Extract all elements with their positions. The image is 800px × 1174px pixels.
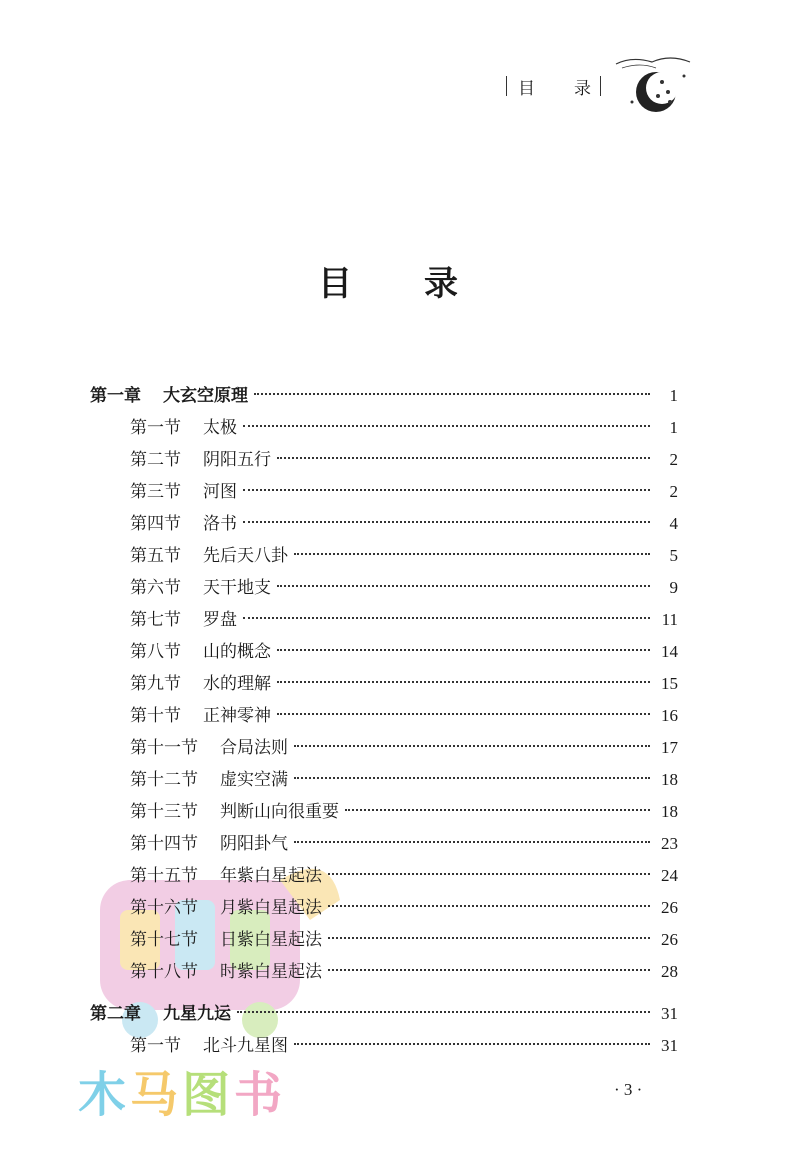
watermark-char: 书	[234, 1067, 287, 1123]
toc-title: 山的概念	[203, 642, 271, 662]
toc-number: 第十七节	[130, 930, 198, 950]
toc-title: 河图	[203, 482, 237, 502]
watermark-text	[78, 1056, 286, 1125]
toc-section[interactable]	[130, 412, 678, 444]
toc-number: 第三节	[130, 482, 181, 502]
toc-number: 第五节	[130, 546, 181, 566]
toc-number: 第十八节	[130, 962, 198, 982]
leader-dots	[328, 873, 650, 875]
toc-section[interactable]	[130, 636, 678, 668]
toc-title: 洛书	[203, 514, 237, 534]
leader-dots	[294, 1043, 650, 1045]
toc-page: 14	[661, 642, 678, 661]
toc-section[interactable]	[130, 604, 678, 636]
running-header-char-2: 录	[574, 79, 591, 99]
watermark-char: 图	[182, 1067, 235, 1123]
moon-ornament-icon	[612, 52, 692, 116]
toc-number: 第一节	[130, 418, 181, 438]
toc-page: 4	[669, 514, 678, 533]
toc-title: 判断山向很重要	[220, 802, 339, 822]
toc-page: 31	[661, 1004, 678, 1023]
toc-page: 31	[661, 1036, 678, 1055]
toc-title: 阴阳卦气	[220, 834, 288, 854]
toc-page: 23	[661, 834, 678, 853]
toc-page: 9	[669, 578, 678, 597]
toc-number: 第九节	[130, 674, 181, 694]
toc-section[interactable]	[130, 860, 678, 892]
toc-title: 天干地支	[203, 578, 271, 598]
toc-number: 第十四节	[130, 834, 198, 854]
toc-page: 24	[661, 866, 678, 885]
header-rule-left	[506, 76, 507, 96]
toc-number: 第十五节	[130, 866, 198, 886]
leader-dots	[277, 457, 650, 459]
leader-dots	[294, 841, 650, 843]
toc-title: 合局法则	[220, 738, 288, 758]
toc-number: 第二节	[130, 450, 181, 470]
toc-title: 正神零神	[203, 706, 271, 726]
toc-number: 第六节	[130, 578, 181, 598]
toc-page: 2	[669, 482, 678, 501]
running-header-char-1: 目	[518, 79, 535, 99]
leader-dots	[277, 713, 650, 715]
page-number: · 3 ·	[614, 1080, 643, 1099]
page-title-char-1: 目	[318, 264, 352, 304]
toc-title: 水的理解	[203, 674, 271, 694]
toc-chapter-1[interactable]	[90, 380, 678, 412]
leader-dots	[345, 809, 650, 811]
toc-page: 18	[661, 770, 678, 789]
toc-page: 28	[661, 962, 678, 981]
leader-dots	[243, 489, 650, 491]
page-title-char-2: 录	[424, 264, 458, 304]
leader-dots	[277, 585, 650, 587]
toc-number: 第二章	[90, 1004, 141, 1024]
toc-page: 26	[661, 930, 678, 949]
page-title	[0, 256, 800, 306]
toc-number: 第一节	[130, 1036, 181, 1056]
watermark-char: 木	[78, 1067, 131, 1123]
toc-number: 第十二节	[130, 770, 198, 790]
toc-section[interactable]	[130, 668, 678, 700]
toc-title: 年紫白星起法	[220, 866, 322, 886]
leader-dots	[254, 393, 650, 395]
toc-page: 26	[661, 898, 678, 917]
toc-page: 18	[661, 802, 678, 821]
toc-section[interactable]	[130, 572, 678, 604]
leader-dots	[328, 937, 650, 939]
toc-title: 大玄空原理	[163, 386, 248, 406]
toc-number: 第一章	[90, 386, 141, 406]
toc-page: 1	[669, 418, 678, 437]
toc-number: 第十三节	[130, 802, 198, 822]
leader-dots	[277, 681, 650, 683]
toc-section[interactable]	[130, 764, 678, 796]
leader-dots	[243, 521, 650, 523]
toc-section[interactable]	[130, 924, 678, 956]
toc-title: 北斗九星图	[203, 1036, 288, 1056]
toc-title: 阴阳五行	[203, 450, 271, 470]
toc-page: 2	[669, 450, 678, 469]
toc-section[interactable]	[130, 540, 678, 572]
toc-section[interactable]	[130, 828, 678, 860]
leader-dots	[294, 745, 650, 747]
leader-dots	[277, 649, 650, 651]
toc-section[interactable]	[130, 732, 678, 764]
toc-title: 九星九运	[163, 1004, 231, 1024]
toc-title: 日紫白星起法	[220, 930, 322, 950]
leader-dots	[294, 777, 650, 779]
watermark-char: 马	[130, 1067, 183, 1123]
toc-number: 第七节	[130, 610, 181, 630]
toc-title: 虚实空满	[220, 770, 288, 790]
toc-page: 17	[661, 738, 678, 757]
running-header	[500, 74, 610, 100]
leader-dots	[328, 969, 650, 971]
toc-section[interactable]	[130, 444, 678, 476]
toc-page: 1	[669, 386, 678, 405]
toc-number: 第四节	[130, 514, 181, 534]
leader-dots	[328, 905, 650, 907]
toc-section[interactable]	[130, 892, 678, 924]
leader-dots	[294, 553, 650, 555]
leader-dots	[237, 1011, 650, 1013]
toc-chapter-2[interactable]	[90, 998, 678, 1030]
toc-section[interactable]	[130, 956, 678, 988]
toc-title: 罗盘	[203, 610, 237, 630]
toc-section[interactable]	[130, 700, 678, 732]
toc-number: 第八节	[130, 642, 181, 662]
toc-section[interactable]	[130, 796, 678, 828]
toc-page: 15	[661, 674, 678, 693]
leader-dots	[243, 425, 650, 427]
toc-title: 太极	[203, 418, 237, 438]
toc-page: 11	[661, 610, 678, 629]
toc-section[interactable]	[130, 476, 678, 508]
header-rule-right	[600, 76, 601, 96]
toc-title: 月紫白星起法	[220, 898, 322, 918]
toc-number: 第十节	[130, 706, 181, 726]
toc-section[interactable]	[130, 508, 678, 540]
toc-title: 时紫白星起法	[220, 962, 322, 982]
toc-number: 第十一节	[130, 738, 198, 758]
toc-title: 先后天八卦	[203, 546, 288, 566]
toc-page: 5	[669, 546, 678, 565]
toc-number: 第十六节	[130, 898, 198, 918]
leader-dots	[243, 617, 650, 619]
toc-page: 16	[661, 706, 678, 725]
